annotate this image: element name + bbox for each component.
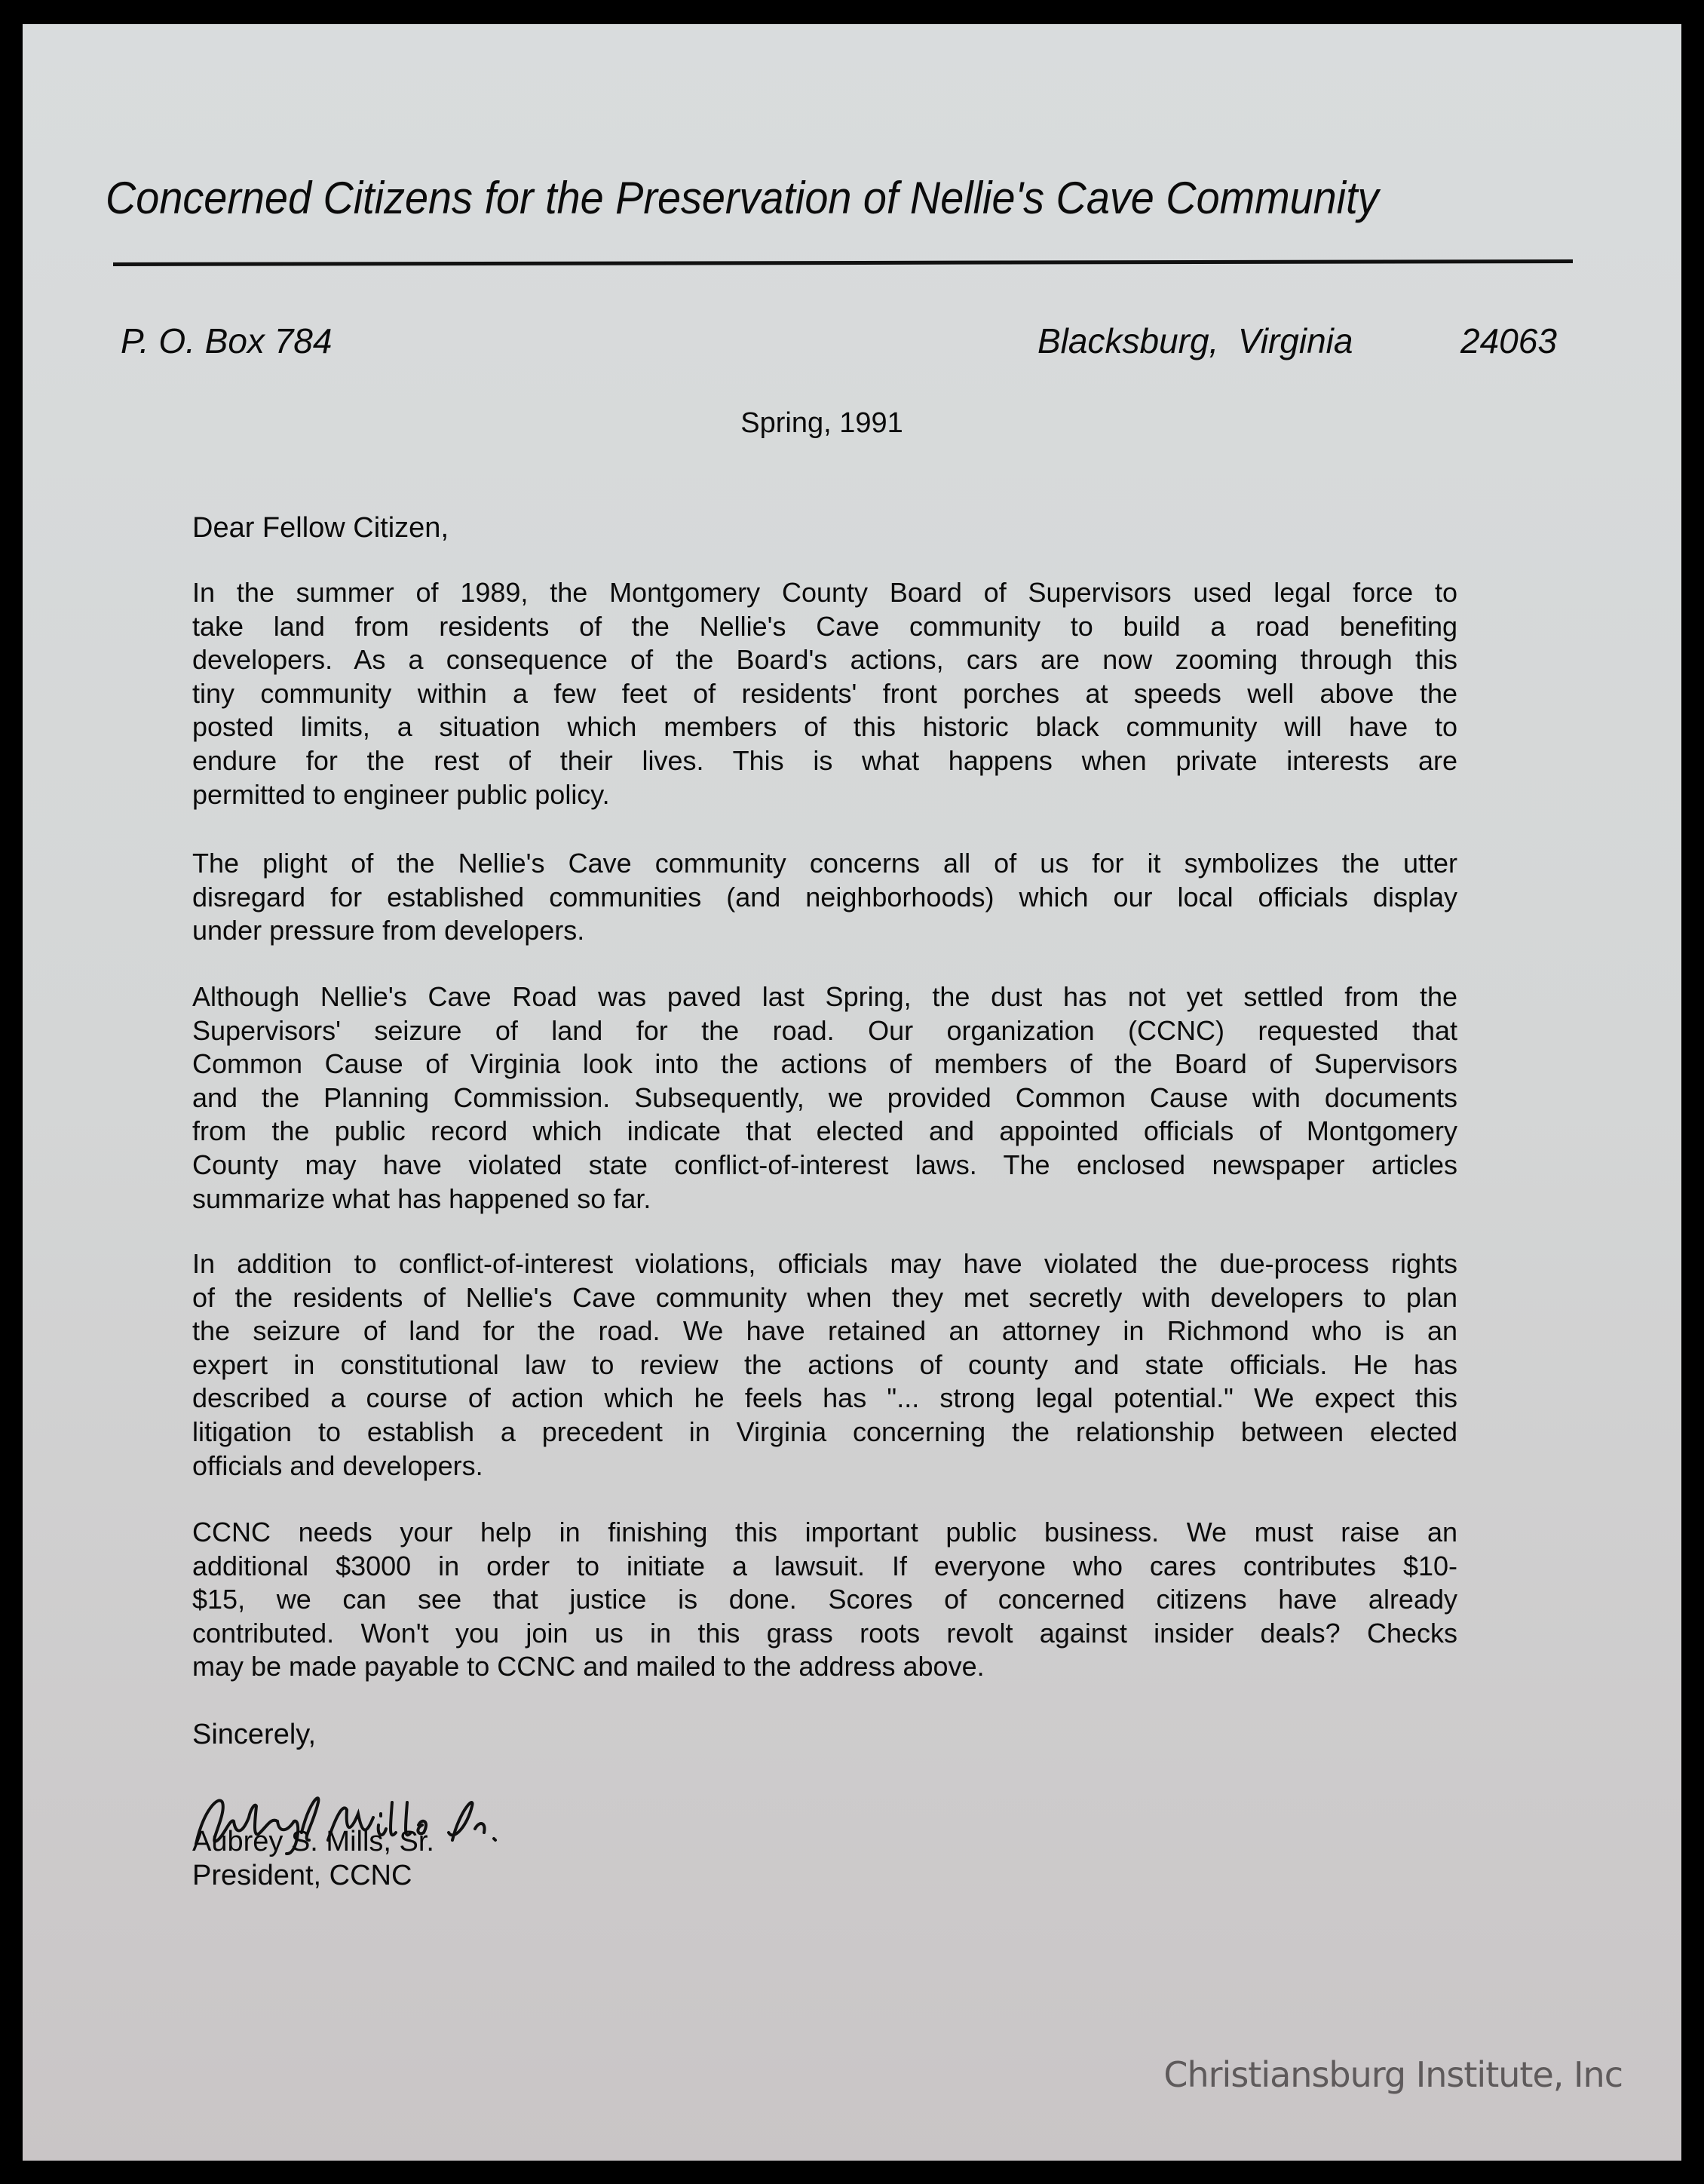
- paragraph-line: and the Planning Commission. Subsequently, we provided Common Cause with documents: [192, 1081, 1457, 1113]
- signer-title: President, CCNC: [192, 1860, 412, 1891]
- paragraph-line: In addition to conflict-of-interest violations, officials may have violated the due-process rights: [192, 1248, 1457, 1279]
- paragraph-line: summarize what has happened so far.: [192, 1182, 651, 1214]
- paragraph-line: County may have violated state conflict-of-interest laws. The enclosed newspaper articles: [192, 1149, 1457, 1180]
- salutation: Dear Fellow Citizen,: [192, 512, 449, 544]
- organization-heading: Concerned Citizens for the Preservation of Nellie's Cave Community: [106, 173, 1379, 223]
- paragraph-line: may be made payable to CCNC and mailed to the address above.: [192, 1651, 985, 1682]
- paragraph-line: under pressure from developers.: [192, 915, 585, 946]
- body-paragraph: [192, 1247, 1457, 1483]
- po-box: P. O. Box 784: [121, 321, 333, 360]
- zip-code: 24063: [1460, 321, 1557, 360]
- watermark: Christiansburg Institute, Inc: [1163, 2054, 1623, 2095]
- paragraph-line: The plight of the Nellie's Cave community concerns all of us for it symbolizes the utter: [192, 848, 1457, 879]
- paragraph-line: permitted to engineer public policy.: [192, 778, 610, 810]
- paragraph-line: the seizure of land for the road. We have retained an attorney in Richmond who is an: [192, 1315, 1457, 1347]
- paragraph-line: CCNC needs your help in finishing this important public business. We must raise an: [192, 1517, 1457, 1548]
- body-paragraph: [192, 847, 1457, 948]
- closing: Sincerely,: [192, 1719, 317, 1750]
- paragraph-line: developers. As a consequence of the Board's actions, cars are now zooming through this: [192, 644, 1457, 676]
- paragraph-line: expert in constitutional law to review the actions of county and state officials. He has: [192, 1348, 1457, 1380]
- paragraph-line: Supervisors' seizure of land for the road. Our organization (CCNC) requested that: [192, 1014, 1457, 1046]
- paragraph-line: officials and developers.: [192, 1449, 483, 1481]
- paragraph-line: described a course of action which he feels has "... strong legal potential." We expect this: [192, 1382, 1457, 1414]
- body-paragraph: [192, 980, 1457, 1216]
- signer-name: Aubrey S. Mills, Sr.: [192, 1826, 434, 1857]
- paragraph-line: additional $3000 in order to initiate a lawsuit. If everyone who cares contributes $10-: [192, 1550, 1457, 1581]
- paragraph-line: endure for the rest of their lives. This is what happens when private interests are: [192, 744, 1457, 776]
- paragraph-line: tiny community within a few feet of residents' front porches at speeds well above the: [192, 677, 1457, 709]
- paragraph-line: take land from residents of the Nellie's Cave community to build a road benefiting: [192, 610, 1457, 642]
- paragraph-line: litigation to establish a precedent in Virginia concerning the relationship between elected: [192, 1416, 1457, 1447]
- paragraph-line: Although Nellie's Cave Road was paved last Spring, the dust has not yet settled from the: [192, 981, 1457, 1012]
- paragraph-line: from the public record which indicate that elected and appointed officials of Montgomery: [192, 1115, 1457, 1147]
- city-state: Blacksburg, Virginia: [1037, 321, 1353, 360]
- body-paragraph: [192, 576, 1457, 811]
- paragraph-line: In the summer of 1989, the Montgomery County Board of Supervisors used legal force to: [192, 577, 1457, 608]
- paragraph-line: disregard for established communities (and neighborhoods) which our local officials display: [192, 881, 1457, 913]
- paragraph-line: posted limits, a situation which members of this historic black community will have to: [192, 711, 1457, 743]
- paragraph-line: contributed. Won't you join us in this grass roots revolt against insider deals? Checks: [192, 1617, 1457, 1649]
- paragraph-line: $15, we can see that justice is done. Scores of concerned citizens have already: [192, 1584, 1457, 1615]
- paragraph-line: Common Cause of Virginia look into the actions of members of the Board of Supervisors: [192, 1048, 1457, 1080]
- paragraph-line: of the residents of Nellie's Cave community when they met secretly with developers to plan: [192, 1281, 1457, 1313]
- body-paragraph: [192, 1516, 1457, 1684]
- letter-date: Spring, 1991: [740, 407, 903, 439]
